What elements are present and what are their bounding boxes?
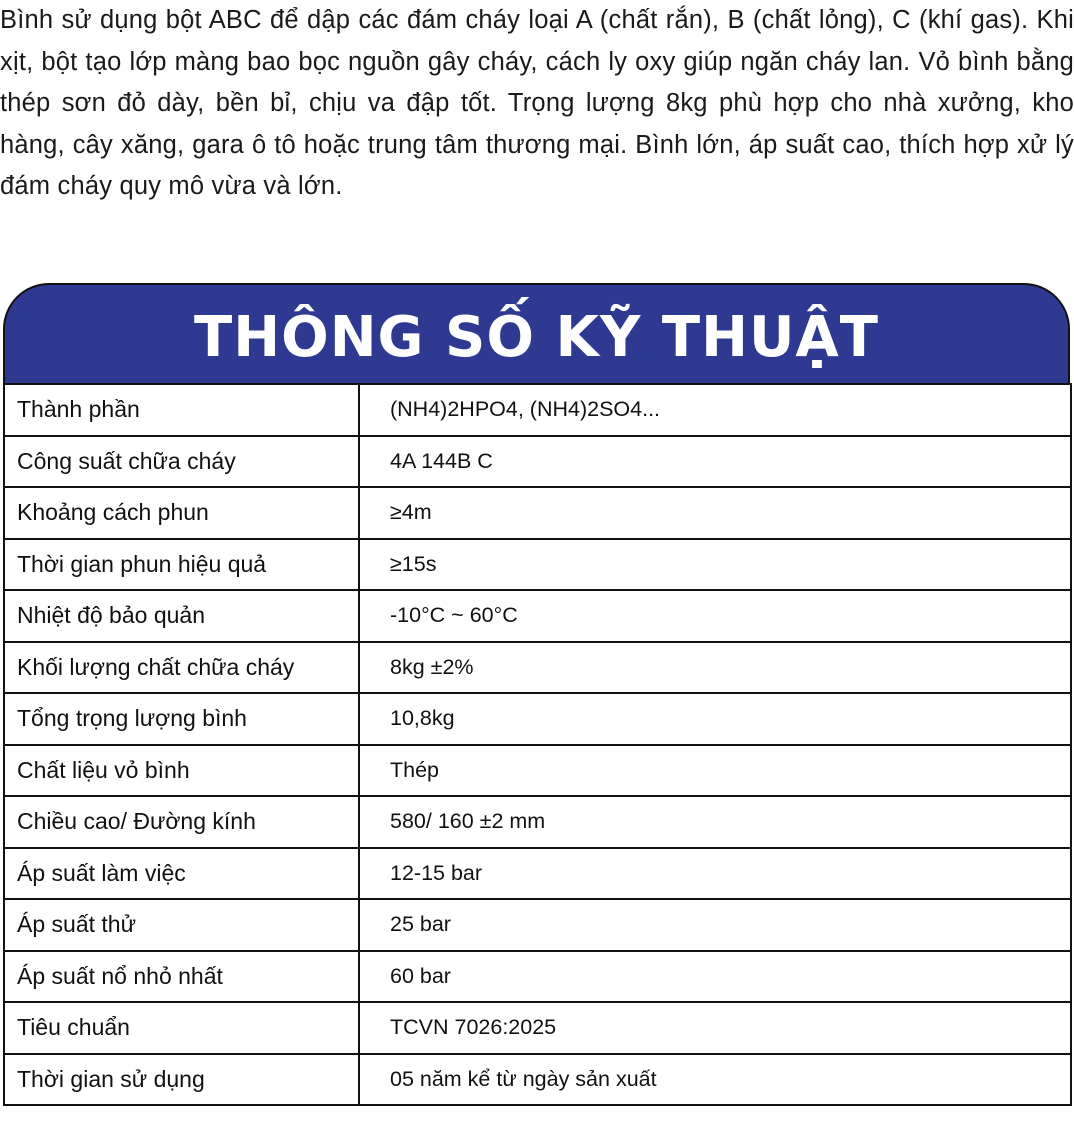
- spec-row: [4, 848, 1071, 900]
- spec-label: Áp suất thử: [4, 899, 359, 951]
- spec-row: [4, 951, 1071, 1003]
- spec-value: 25 bar: [359, 899, 1071, 951]
- spec-value: 12-15 bar: [359, 848, 1071, 900]
- spec-label: Khối lượng chất chữa cháy: [4, 642, 359, 694]
- spec-row: [4, 899, 1071, 951]
- spec-row: [4, 796, 1071, 848]
- spec-value: 8kg ±2%: [359, 642, 1071, 694]
- spec-value: 60 bar: [359, 951, 1071, 1003]
- spec-label: Thời gian phun hiệu quả: [4, 539, 359, 591]
- spec-row: [4, 642, 1071, 694]
- spec-table: [3, 383, 1072, 1106]
- spec-row: [4, 436, 1071, 488]
- product-description: Bình sử dụng bột ABC để dập các đám cháy loại A (chất rắn), B (chất lỏng), C (khí gas). Khi xịt, bột tạo lớp màng bao bọc nguồn gây cháy, cách ly oxy giúp ngăn cháy lan. Vỏ bình bằng thép sơn đỏ dày, bền bỉ, chịu va đập tốt. Trọng lượng 8kg phù hợp cho nhà xưởng, kho hàng, cây xăng, gara ô tô hoặc trung tâm thương mại. Bình lớn, áp suất cao, thích hợp xử lý đám cháy quy mô vừa và lớn.: [0, 6, 1074, 200]
- spec-value: -10°C ~ 60°C: [359, 590, 1071, 642]
- spec-value: 580/ 160 ±2 mm: [359, 796, 1071, 848]
- spec-header: [3, 283, 1070, 383]
- spec-row: [4, 590, 1071, 642]
- spec-card: [3, 283, 1070, 1130]
- spec-value: 05 năm kể từ ngày sản xuất: [359, 1054, 1071, 1106]
- spec-row: [4, 1002, 1071, 1054]
- spec-label: Khoảng cách phun: [4, 487, 359, 539]
- spec-value: 10,8kg: [359, 693, 1071, 745]
- spec-label: Công suất chữa cháy: [4, 436, 359, 488]
- spec-title: THÔNG SỐ KỸ THUẬT: [194, 304, 879, 370]
- spec-label: Áp suất nổ nhỏ nhất: [4, 951, 359, 1003]
- spec-label: Thành phần: [4, 384, 359, 436]
- spec-label: Tiêu chuẩn: [4, 1002, 359, 1054]
- spec-value: TCVN 7026:2025: [359, 1002, 1071, 1054]
- spec-value: Thép: [359, 745, 1071, 797]
- spec-value: ≥15s: [359, 539, 1071, 591]
- spec-label: Nhiệt độ bảo quản: [4, 590, 359, 642]
- spec-label: Tổng trọng lượng bình: [4, 693, 359, 745]
- spec-value: (NH4)2HPO4, (NH4)2SO4...: [359, 384, 1071, 436]
- spec-value: 4A 144B C: [359, 436, 1071, 488]
- spec-label: Áp suất làm việc: [4, 848, 359, 900]
- spec-label: Chất liệu vỏ bình: [4, 745, 359, 797]
- spec-row: [4, 384, 1071, 436]
- spec-value: ≥4m: [359, 487, 1071, 539]
- spec-row: [4, 745, 1071, 797]
- spec-label: Chiều cao/ Đường kính: [4, 796, 359, 848]
- spec-row: [4, 487, 1071, 539]
- spec-row: [4, 693, 1071, 745]
- spec-row: [4, 539, 1071, 591]
- spec-row: [4, 1054, 1071, 1106]
- spec-label: Thời gian sử dụng: [4, 1054, 359, 1106]
